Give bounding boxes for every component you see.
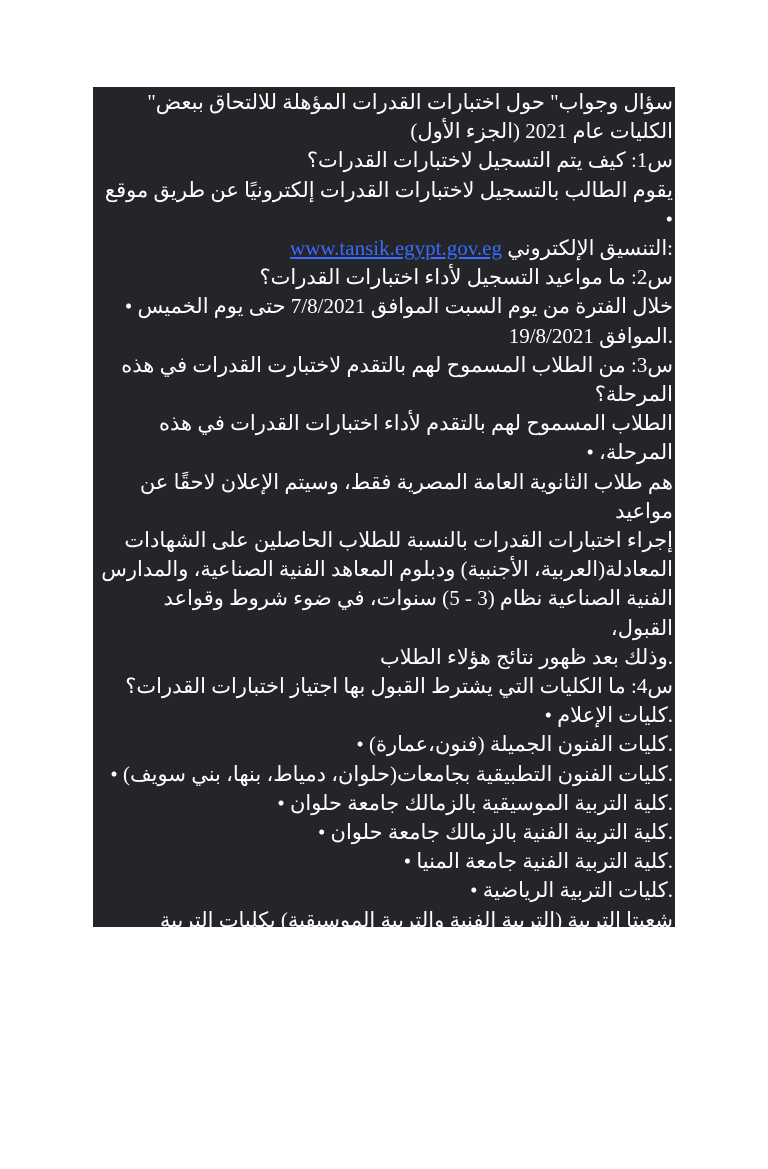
question-1: س1: كيف يتم التسجيل لاختبارات القدرات؟ (306, 148, 673, 173)
answer-1-label: :التنسيق الإلكتروني (507, 236, 673, 261)
question-4: س4: ما الكليات التي يشترط القبول بها اجتياز اختبارات القدرات؟ (125, 674, 673, 699)
list-item: .كلية التربية الفنية بالزمالك جامعة حلوان • (317, 820, 673, 845)
list-item: .كلية التربية بالإسماعيلية (شعبة التربية الموسيقية) ج قناة السويس • (99, 1141, 673, 1166)
list-item: .كليات الفنون الجميلة (فنون،عمارة) • (356, 732, 673, 757)
title-line: سؤال وجواب" حول اختبارات القدرات المؤهلة للالتحاق ببعض" (147, 90, 673, 114)
list-item: شعبتا التربية (التربية الفنية والتربية الموسيقية) بكليات التربية النوعية، • (159, 907, 673, 961)
list-item-cont: .وكلية التربية بالسويس جامعة السويس) (334, 1112, 673, 1137)
answer-2-line: .الموافق 19/8/2021 (508, 323, 673, 348)
answer-3-line: .وذلك بعد ظهور نتائج هؤلاء الطلاب (380, 644, 673, 669)
list-item: .كليات الفنون التطبيقية بجامعات(حلوان، دمياط، بنها، بني سويف) • (110, 761, 673, 786)
answer-3-line: هم طلاب الثانوية العامة المصرية فقط، وسيتم الإعلان لاحقًا عن مواعيد (139, 469, 673, 523)
list-item: .كليات الإعلام • (544, 703, 673, 728)
document-text (93, 88, 675, 1169)
answer-3-line: الفنية الصناعية نظام (3 - 5) سنوات، في ضوء شروط وقواعد القبول، (163, 586, 673, 640)
document-block (93, 87, 675, 1166)
list-item: .كلية التربية الفنية جامعة المنيا • (403, 849, 673, 874)
answer-3-line: الطلاب المسموح لهم بالتقدم لأداء اختبارات القدرات في هذه المرحلة، • (158, 411, 673, 465)
answer-2-line: خلال الفترة من يوم السبت الموافق 7/8/2021 حتى يوم الخميس • (124, 294, 673, 319)
list-item-cont: وشعبة المسرح التربوي بكلية التربية النوعية جامعة المنصورة وفرعيها (161, 966, 673, 1020)
question-2: س2: ما مواعيد التسجيل لأداء اختبارات القدرات؟ (259, 265, 673, 290)
answer-3-line: المعادلة(العربية، الأجنبية) ودبلوم المعاهد الفنية الصناعية، والمدارس (101, 557, 673, 582)
title-line: الكليات عام 2021 (الجزء الأول) (410, 119, 673, 144)
list-item-cont: .(ميت غمر، منية النصر) (474, 1024, 673, 1049)
answer-1-link-line (99, 234, 673, 263)
tansik-link[interactable]: www.tansik.egypt.gov.eg (290, 236, 502, 261)
list-item: .كليات التربية الرياضية • (470, 878, 673, 903)
question-3: س3: من الطلاب المسموح لهم بالتقدم لاختبارت القدرات في هذه (121, 352, 673, 377)
question-3: المرحلة؟ (594, 382, 673, 407)
answer-1-text: يقوم الطالب بالتسجيل لاختبارات القدرات إلكترونيًا عن طريق موقع • (104, 177, 673, 231)
answer-3-line: إجراء اختبارات القدرات بالنسبة للطلاب الحاصلين على الشهادات (124, 528, 673, 553)
list-item: شعبتا التربية الفنية بكليتي (التربية بالإسماعيلية جامعة قناة السويس • (104, 1053, 673, 1107)
list-item: .كلية التربية الموسيقية بالزمالك جامعة حلوان • (277, 790, 673, 815)
